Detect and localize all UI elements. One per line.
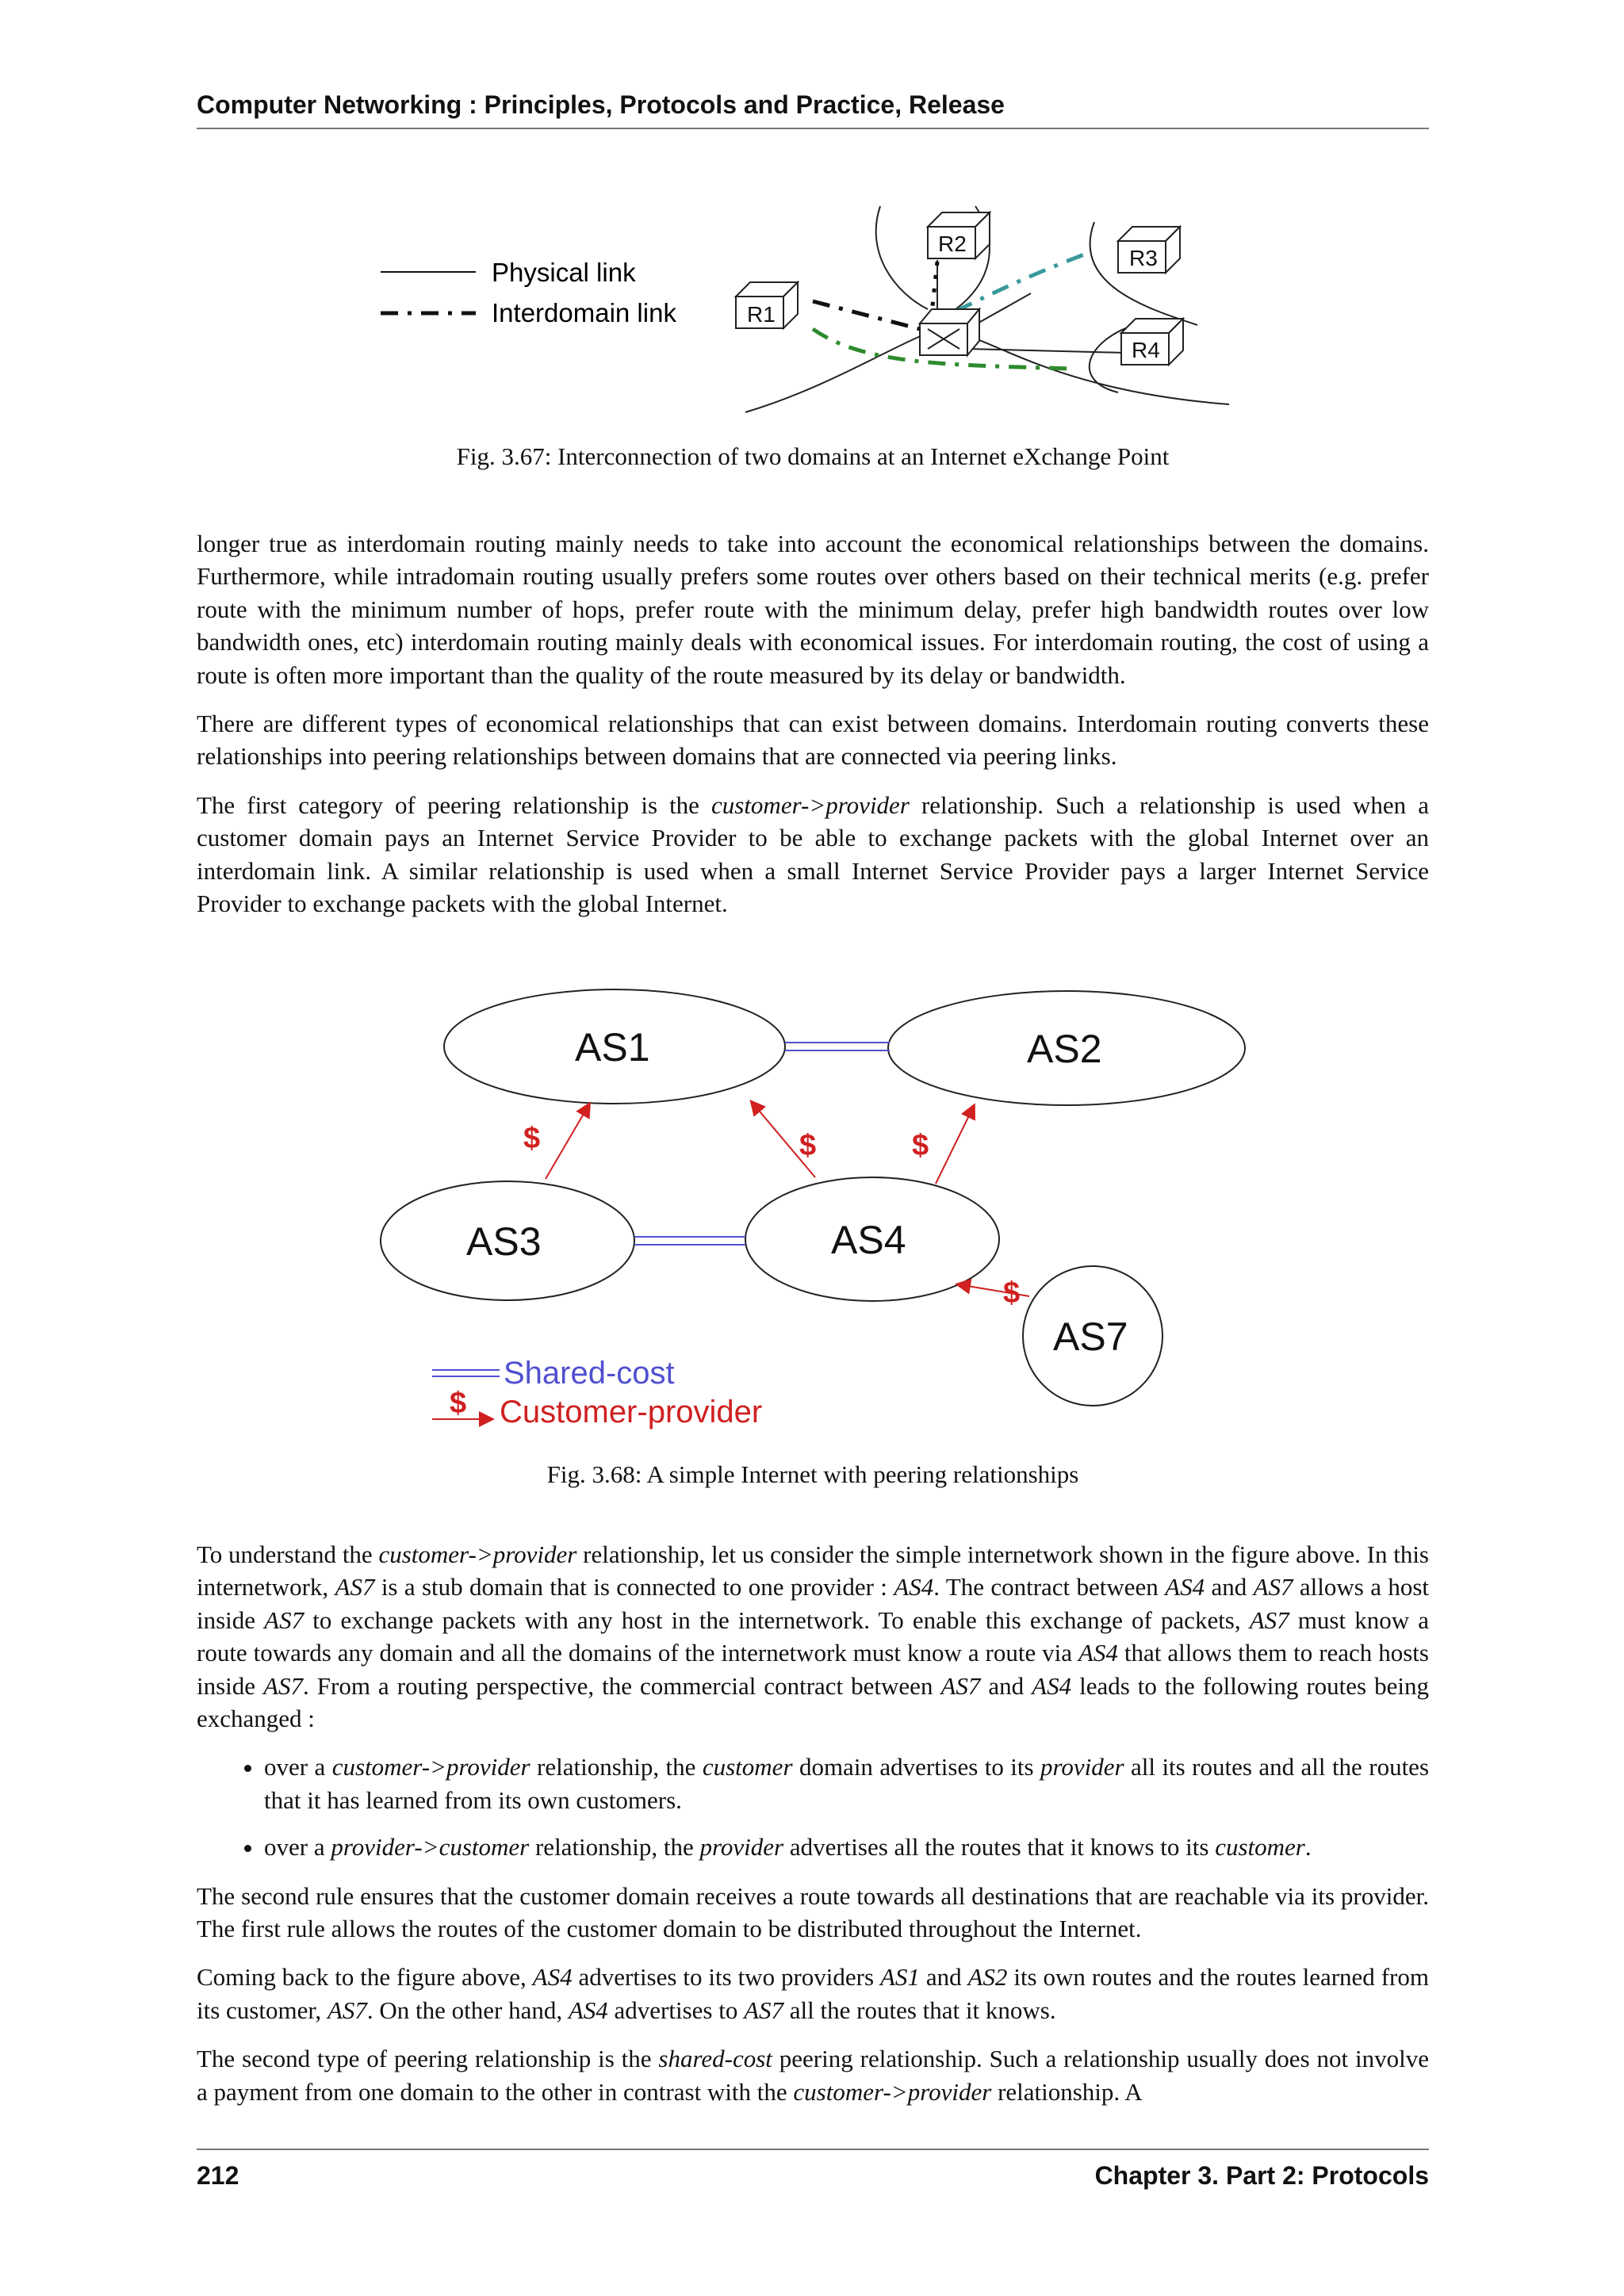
node-as7-label: AS7: [1053, 1314, 1128, 1359]
router-r1: [736, 282, 798, 328]
customer-provider-arrow: [936, 1106, 974, 1184]
node-as2-label: AS2: [1027, 1027, 1102, 1071]
node-as3-label: AS3: [466, 1219, 542, 1264]
running-header: Computer Networking : Principles, Protocols and Practice, Release: [197, 90, 1429, 129]
node-as1-label: AS1: [575, 1025, 650, 1070]
chapter-title: Chapter 3. Part 2: Protocols: [1094, 2161, 1429, 2190]
paragraph: There are different types of economical relationships that can exist between domains. Interdomain routing converts these relationships into peering relationships between domains that are connected via peering links.: [197, 710, 1429, 771]
interdomain-link-black: [932, 262, 937, 313]
page-number: 212: [197, 2161, 239, 2190]
list-item: • over a customer->provider relationship, the customer domain advertises to its provider all its routes and all the routes that it has learned from its own customers.: [264, 1751, 1429, 1816]
body-text-bottom: [197, 1538, 1429, 2124]
paragraph: longer true as interdomain routing mainly needs to take into account the economical relationships between the domains. Furthermore, while intradomain routing usually prefers some routes over others based on their technical merits (e.g. prefer route with the minimum number of hops, prefer route with the minimum delay, prefer high bandwidth routes over low bandwidth ones, etc) interdomain routing mainly deals with economical issues. For interdomain routing, the cost of using a route is often more important than the quality of the route measured by its delay or bandwidth.: [197, 530, 1429, 689]
legend-dollar: $: [450, 1387, 467, 1420]
paragraph: The first category of peering relationship is the customer->provider relationship. Such a relationship is used when a customer domain pays an Internet Service Provider to be able to exchange packets with the global Internet over an interdomain link. A similar relationship is used when a small Internet Service Provider pays a larger Internet Service Provider to exchange packets with the global Internet.: [197, 790, 1429, 918]
list-item: • over a provider->customer relationship, the provider advertises all the routes that it knows to its customer.: [264, 1831, 1429, 1863]
router-r3: [1118, 227, 1180, 273]
router-r3-label: R3: [1129, 246, 1158, 270]
node-as4-label: AS4: [831, 1218, 906, 1262]
dollar-label: $: [799, 1129, 817, 1162]
customer-provider-arrow: [546, 1104, 589, 1179]
paragraph: Coming back to the figure above, AS4 advertises to its two providers AS1 and AS2 its own routes and the routes learned from its customer, AS7. On the other hand, AS4 advertises to AS7 all the routes that it knows.: [197, 1963, 1429, 2024]
legend-customer-label: Customer-provider: [500, 1395, 763, 1429]
paragraph: The second type of peering relationship is the shared-cost peering relationship. Such a relationship usually does not involve a payment from one domain to the other in contrast with the customer->provider relationship. A: [197, 2045, 1429, 2106]
domain-boundary-line: [876, 206, 928, 309]
peering-figure: [373, 971, 1261, 1431]
body-text-top: [197, 527, 1429, 936]
router-r2: [928, 212, 990, 258]
dollar-label: $: [912, 1129, 929, 1162]
dollar-label: $: [1003, 1276, 1021, 1310]
figure-caption-3-68: Fig. 3.68: A simple Internet with peering relationships: [546, 1460, 1079, 1488]
router-r2-label: R2: [938, 232, 967, 256]
ixp-figure: [373, 190, 1261, 416]
legend-physical-label: Physical link: [492, 258, 636, 287]
ixp-switch: [920, 309, 979, 355]
router-r4: [1121, 319, 1183, 365]
figure-caption-3-67: Fig. 3.67: Interconnection of two domains at an Internet eXchange Point: [456, 442, 1170, 470]
dollar-label: $: [523, 1122, 541, 1155]
router-r1-label: R1: [747, 302, 776, 327]
rules-list: [197, 1751, 1429, 1863]
interdomain-link-black: [813, 301, 920, 329]
page-footer: [197, 2149, 1429, 2191]
legend-shared-label: Shared-cost: [504, 1356, 675, 1391]
legend-interdomain-label: Interdomain link: [492, 298, 676, 327]
physical-link: [967, 349, 1126, 353]
paragraph: To understand the customer->provider relationship, let us consider the simple internetwork shown in the figure above. In this internetwork, AS7 is a stub domain that is connected to one provider : AS4. The contract between AS4 and AS7 allows a host inside AS7 to exchange packets with any host in the internetwork. To enable this exchange of packets, AS7 must know a route towards any domain and all the domains of the internetwork must know a route via AS4 that allows them to reach hosts inside AS7. From a routing perspective, the commercial contract between AS7 and AS4 leads to the following routes being exchanged :: [197, 1540, 1430, 1733]
router-r4-label: R4: [1132, 338, 1160, 362]
paragraph: The second rule ensures that the customer domain receives a route towards all destinations that are reachable via its provider. The first rule allows the routes of the customer domain to be distributed throughout the Internet.: [197, 1881, 1429, 1943]
